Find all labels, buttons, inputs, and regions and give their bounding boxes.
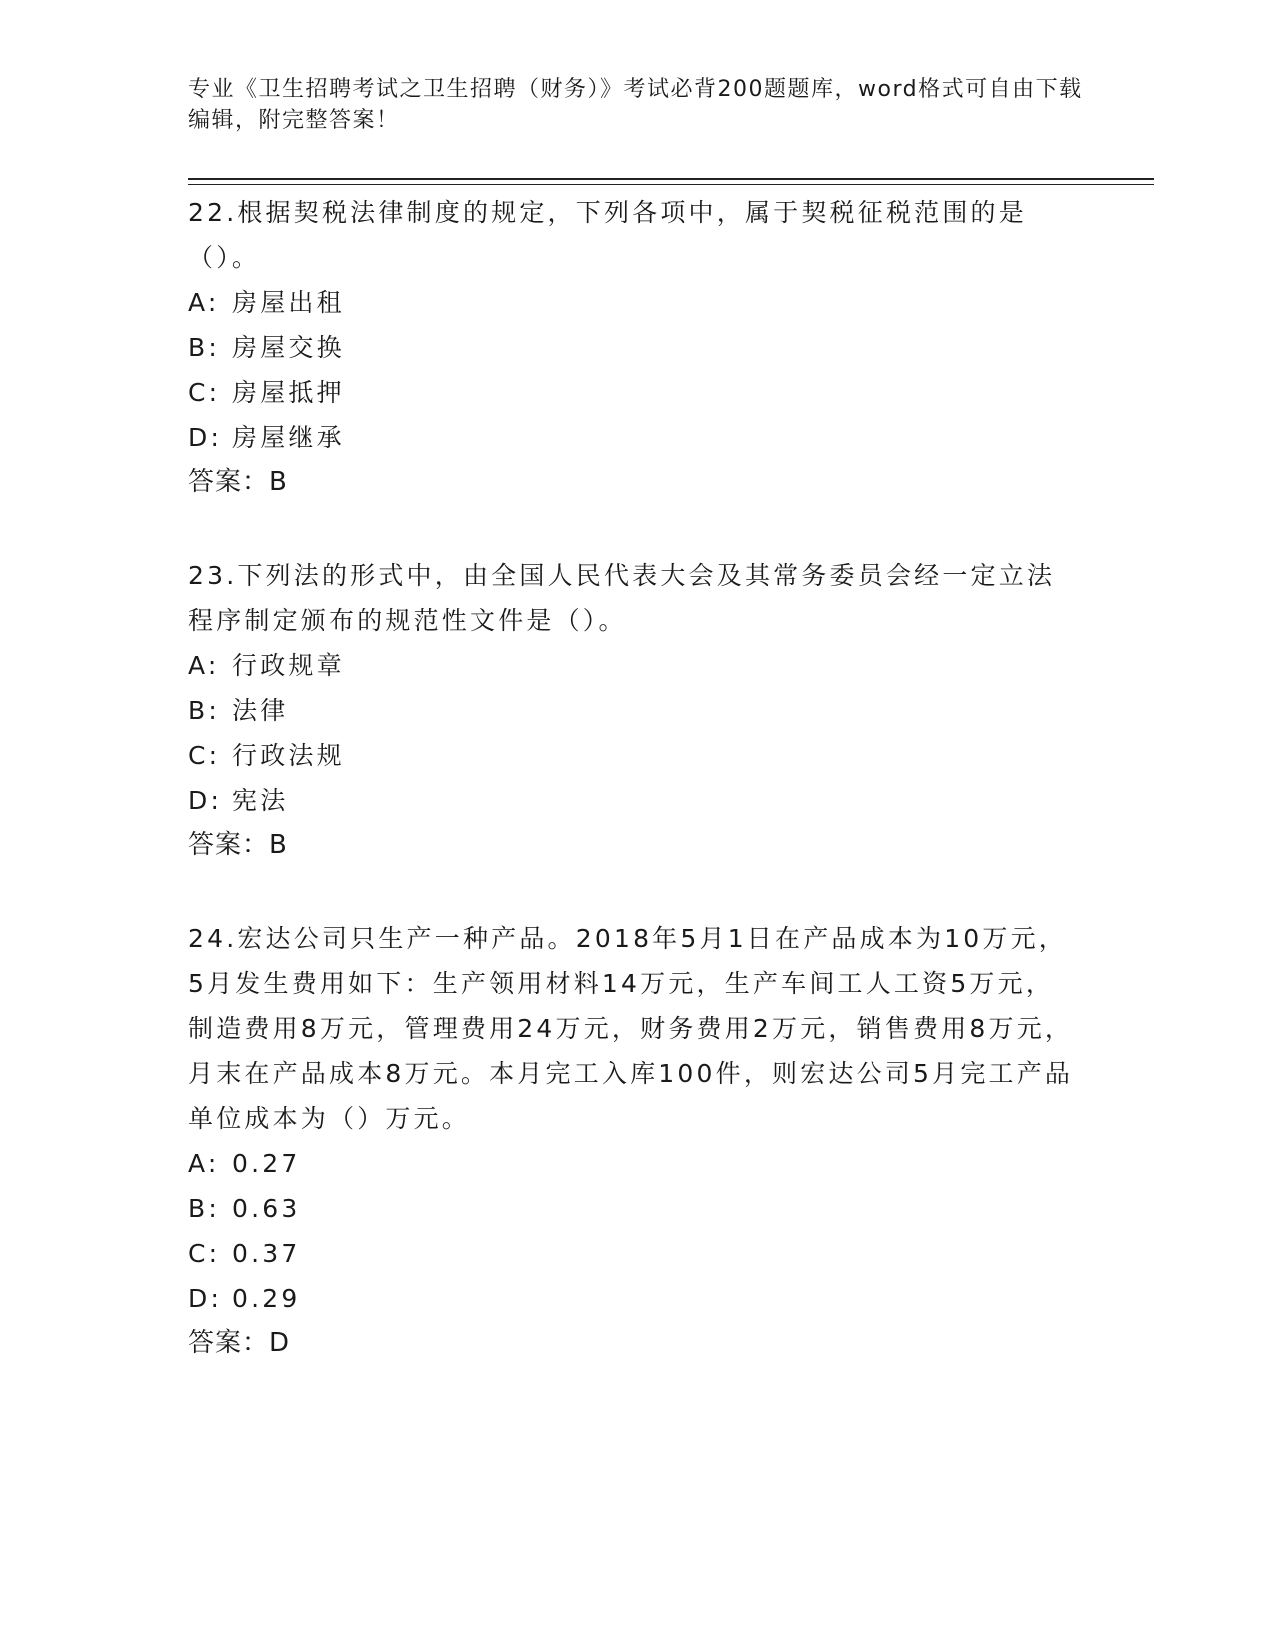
question-stem: 24.宏达公司只生产一种产品。2018年5月1日在产品成本为10万元，5月发生费用如下：生产领用材料14万元，生产车间工人工资5万元，制造费用8万元，管理费用24万元，财务费用2万元，销售费用8万元，月末在产品成本8万元。本月完工入库100件，则宏达公司5月完工产品单位成本为（）万元。 bbox=[188, 924, 1074, 1133]
option-c bbox=[188, 733, 1078, 778]
option-text: 房屋抵押 bbox=[232, 378, 345, 407]
option-d bbox=[188, 1276, 1078, 1321]
option-text: 0.29 bbox=[232, 1284, 301, 1313]
option-text: 行政法规 bbox=[232, 741, 345, 770]
option-letter: D: bbox=[188, 423, 223, 452]
answer-line: 答案：B bbox=[188, 830, 288, 860]
document-header: 专业《卫生招聘考试之卫生招聘（财务）》考试必背200题题库，word格式可自由下载编辑，附完整答案！ bbox=[188, 77, 1083, 133]
option-d bbox=[188, 778, 1078, 823]
option-letter: D: bbox=[188, 786, 223, 815]
question-stem: 23.下列法的形式中，由全国人民代表大会及其常务委员会经一定立法程序制定颁布的规范性文件是（）。 bbox=[188, 561, 1056, 635]
header-divider bbox=[188, 178, 1154, 180]
option-text: 0.63 bbox=[232, 1194, 301, 1223]
answer-line: 答案：D bbox=[188, 1328, 291, 1358]
option-d bbox=[188, 415, 1078, 460]
question-23 bbox=[188, 553, 1078, 868]
option-letter: B: bbox=[188, 696, 220, 725]
question-22 bbox=[188, 190, 1078, 505]
option-text: 法律 bbox=[232, 696, 289, 725]
header-divider-thin bbox=[188, 184, 1154, 185]
option-text: 宪法 bbox=[232, 786, 289, 815]
option-c bbox=[188, 370, 1078, 415]
answer-line: 答案：B bbox=[188, 467, 288, 497]
option-letter: C: bbox=[188, 741, 221, 770]
option-text: 房屋继承 bbox=[232, 423, 345, 452]
option-letter: D: bbox=[188, 1284, 223, 1313]
question-stem: 22.根据契税法律制度的规定，下列各项中，属于契税征税范围的是（）。 bbox=[188, 198, 1027, 272]
option-a bbox=[188, 1141, 1078, 1186]
option-text: 房屋交换 bbox=[232, 333, 345, 362]
option-text: 0.27 bbox=[232, 1149, 301, 1178]
option-letter: A: bbox=[188, 651, 220, 680]
option-c bbox=[188, 1231, 1078, 1276]
option-text: 房屋出租 bbox=[232, 288, 345, 317]
option-b bbox=[188, 1186, 1078, 1231]
question-24 bbox=[188, 916, 1078, 1366]
option-letter: A: bbox=[188, 288, 220, 317]
option-letter: A: bbox=[188, 1149, 220, 1178]
option-text: 0.37 bbox=[232, 1239, 301, 1268]
option-b bbox=[188, 688, 1078, 733]
option-letter: C: bbox=[188, 1239, 221, 1268]
option-a bbox=[188, 643, 1078, 688]
option-b bbox=[188, 325, 1078, 370]
option-letter: B: bbox=[188, 333, 220, 362]
option-a bbox=[188, 280, 1078, 325]
option-text: 行政规章 bbox=[232, 651, 345, 680]
option-letter: C: bbox=[188, 378, 221, 407]
option-letter: B: bbox=[188, 1194, 220, 1223]
